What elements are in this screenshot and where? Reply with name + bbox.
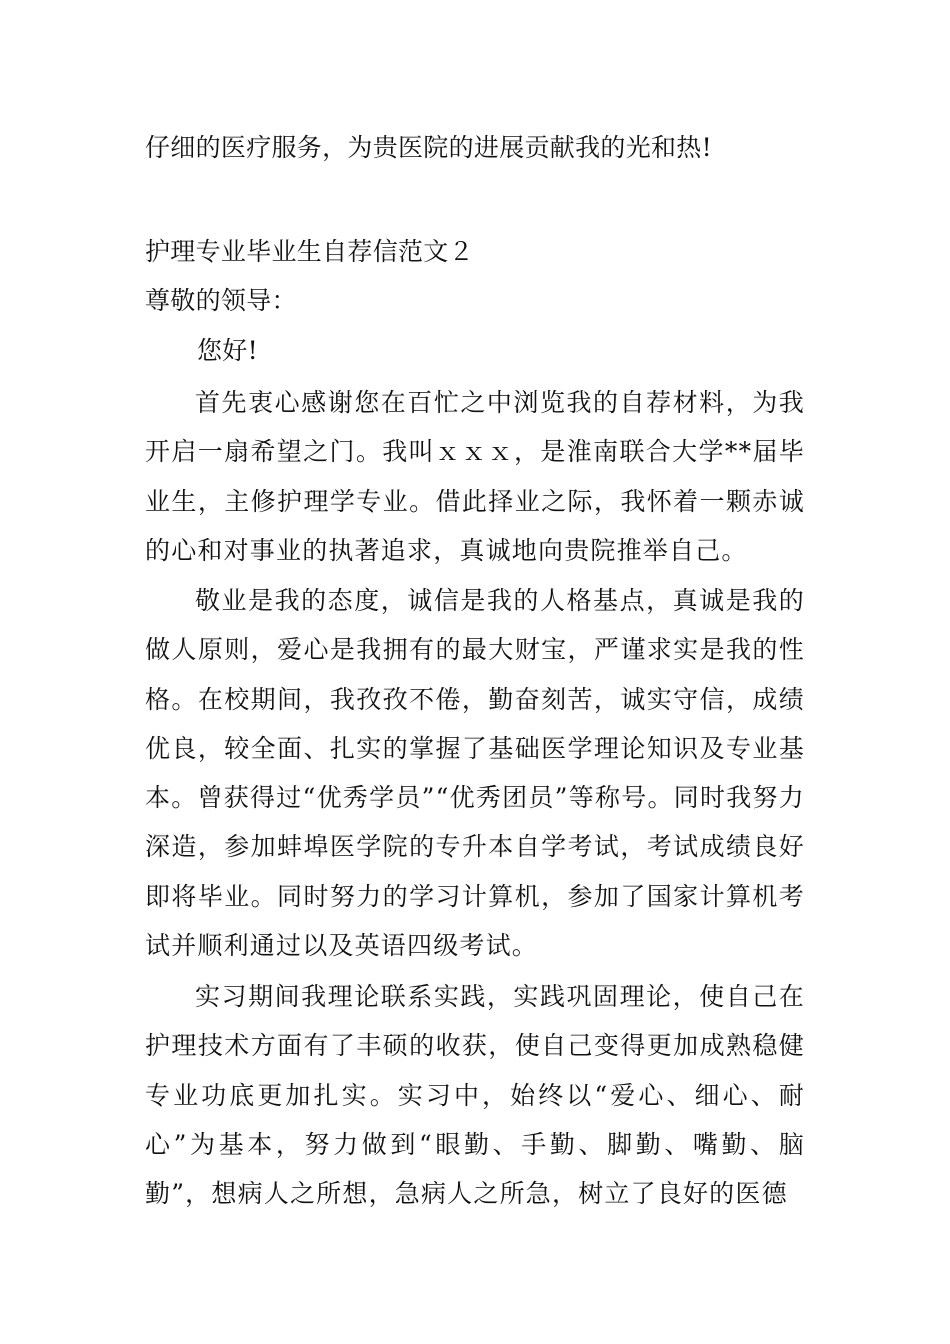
body-paragraph-1: 首先衷心感谢您在百忙之中浏览我的自荐材料，为我开启一扇希望之门。我叫ｘｘｘ，是淮南联合大学**届毕业生，主修护理学专业。借此择业之际，我怀着一颗赤诚的心和对事业的执著追求，真诚地向贵院推举自己。 [145, 388, 805, 565]
body-paragraph-3: 实习期间我理论联系实践，实践巩固理论，使自己在护理技术方面有了丰硕的收获，使自己变得更加成熟稳健专业功底更加扎实。实习中，始终以“爱心、细心、耐心”为基本，努力做到“眼勤、手勤、脚勤、嘴勤、脑勤”，想病人之所想，急病人之所急，树立了良好的医德 [145, 982, 805, 1209]
salutation: 尊敬的领导： [145, 286, 297, 315]
continuation-line: 仔细的医疗服务，为贵医院的进展贡献我的光和热! [145, 133, 712, 162]
greeting: 您好! [197, 336, 258, 365]
body-paragraph-2: 敬业是我的态度，诚信是我的人格基点，真诚是我的做人原则，爱心是我拥有的最大财宝，严谨求实是我的性格。在校期间，我孜孜不倦，勤奋刻苦，诚实守信，成绩优良，较全面、扎实的掌握了基础医学理论知识及专业基本。曾获得过“优秀学员”“优秀团员”等称号。同时我努力深造，参加蚌埠医学院的专升本自学考试，考试成绩良好即将毕业。同时努力的学习计算机，参加了国家计算机考试并顺利通过以及英语四级考试。 [145, 586, 805, 961]
letter-heading: 护理专业毕业生自荐信范文２ [145, 237, 474, 266]
